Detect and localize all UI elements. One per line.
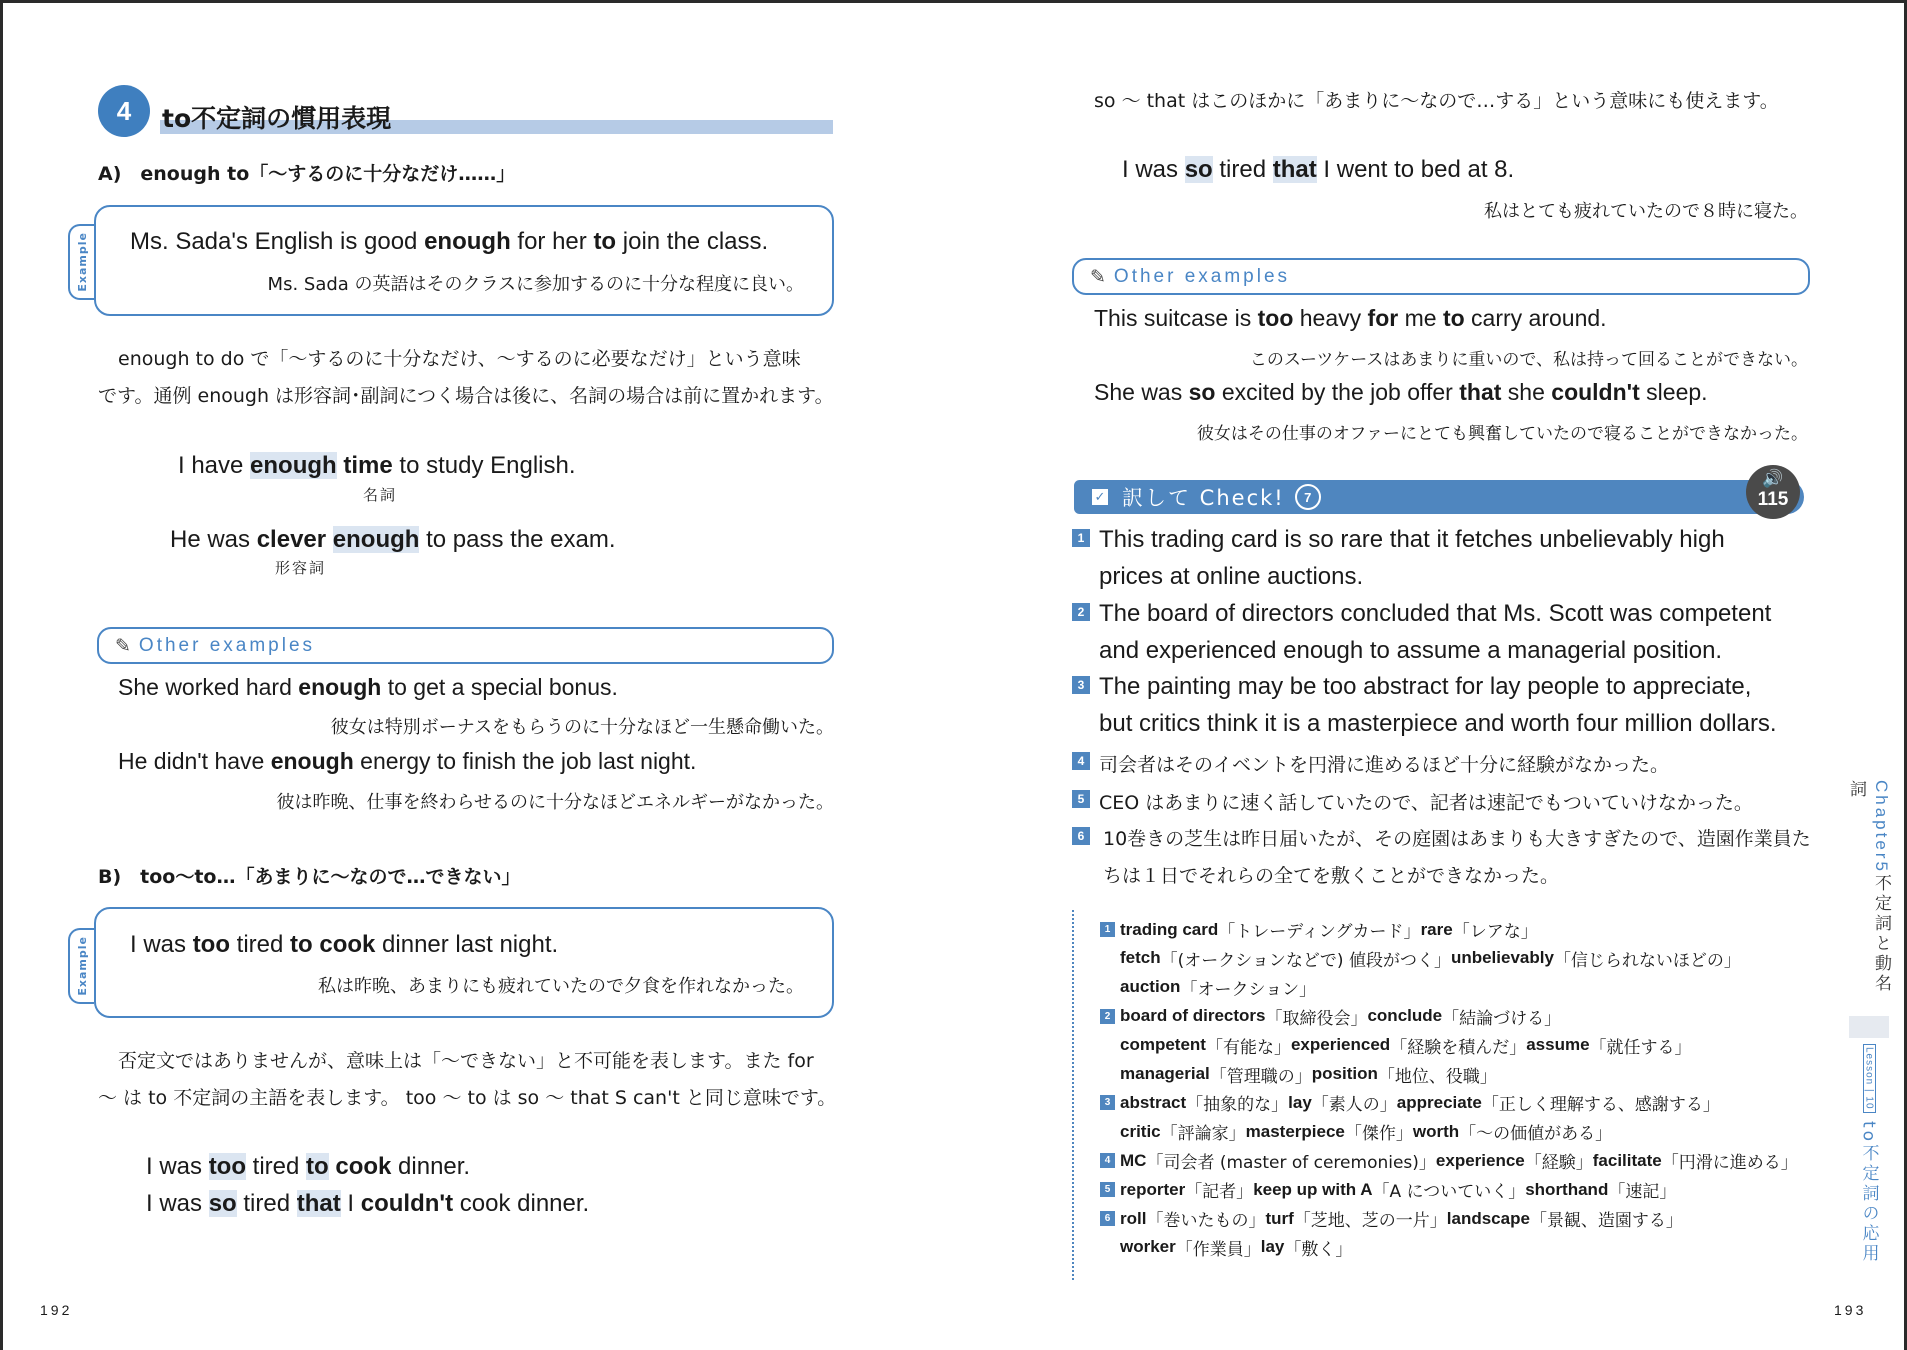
vocab-definition: 「経験」 xyxy=(1524,1153,1593,1174)
speaker-icon: 🔊 xyxy=(1762,469,1784,488)
vocab-group-number: 6 xyxy=(1100,1211,1115,1226)
vocab-term: reporter xyxy=(1120,1179,1186,1199)
vocab-group-number: 5 xyxy=(1100,1182,1115,1197)
vocab-definition: 「円滑に進める」 xyxy=(1661,1153,1798,1174)
check-item-1-line1: This trading card is so rare that it fetches unbelievably high xyxy=(1099,526,1725,553)
vocab-term: appreciate xyxy=(1396,1092,1482,1112)
vocab-line xyxy=(1100,1090,1720,1115)
vocab-definition: 「A についていく」 xyxy=(1372,1182,1526,1203)
check-number: 7 xyxy=(1295,484,1321,510)
vocab-definition: 「管理職の」 xyxy=(1209,1066,1312,1087)
check-item-3-line2: but critics think it is a masterpiece and worth four million dollars. xyxy=(1099,710,1777,737)
vocab-line xyxy=(1100,946,1741,971)
vocab-group-number: 2 xyxy=(1100,1009,1115,1024)
vocab-term: masterpiece xyxy=(1245,1121,1345,1141)
check-item-1-line2: prices at online auctions. xyxy=(1099,563,1364,590)
part-a-explanation-line1: enough to do で「〜するのに十分なだけ、〜するのに必要なだけ」という意味 xyxy=(118,348,801,370)
other-examples-header-a xyxy=(97,627,834,664)
vocab-definition: 「評論家」 xyxy=(1160,1124,1246,1145)
audio-track-button[interactable] xyxy=(1746,465,1800,519)
vocab-definition: 「結論づける」 xyxy=(1442,1008,1562,1029)
vocab-term: abstract xyxy=(1120,1092,1187,1112)
other-example-r1-japanese: このスーツケースはあまりに重いので、私は持って回ることができない。 xyxy=(1249,350,1808,370)
vocab-definition: 「地位、役職」 xyxy=(1377,1066,1497,1087)
other-example-a2-japanese: 彼は昨晩、仕事を終わらせるのに十分なほどエネルギーがなかった。 xyxy=(276,792,834,813)
check-item-3-line1: The painting may be too abstract for lay people to appreciate, xyxy=(1099,673,1752,700)
vocab-term: keep up with A xyxy=(1253,1179,1373,1199)
check-item-number: 3 xyxy=(1072,676,1090,694)
vocab-term: worker xyxy=(1120,1237,1176,1257)
checkbox-icon: ✓ xyxy=(1092,489,1108,505)
vocab-line xyxy=(1100,1119,1612,1144)
check-item-number: 1 xyxy=(1072,529,1090,547)
page-top-border xyxy=(0,0,1907,3)
vocab-group-number: 3 xyxy=(1100,1095,1115,1110)
side-lesson-box: Lesson | 10 xyxy=(1863,1044,1876,1113)
vocab-definition: 「作業員」 xyxy=(1175,1239,1261,1260)
chapter-side-tab xyxy=(1846,780,1891,1265)
vocab-divider-line xyxy=(1072,910,1074,1280)
side-chapter-label xyxy=(1844,780,1894,1010)
page-left-border xyxy=(0,0,3,1350)
vocab-definition: 「〜の価値がある」 xyxy=(1459,1124,1613,1145)
vocab-definition: 「景観、造園する」 xyxy=(1529,1211,1683,1231)
side-chapter-en: Chapter5 xyxy=(1872,780,1891,874)
side-lesson-label xyxy=(1857,1044,1882,1264)
vocab-term: assume xyxy=(1526,1035,1590,1055)
vocab-definition: 「素人の」 xyxy=(1311,1095,1397,1116)
vocab-definition: 「記者」 xyxy=(1185,1182,1254,1203)
side-chapter-ja: 不定詞と動名詞 xyxy=(1846,780,1891,994)
side-lesson-word: Lesson xyxy=(1863,1047,1875,1086)
check-item-2-line2: and experienced enough to assume a managerial position. xyxy=(1099,637,1723,664)
example-tab-a: Example xyxy=(68,224,94,300)
vocab-definition: 「トレーディングカード」 xyxy=(1218,922,1421,942)
vocab-line xyxy=(1100,1177,1676,1202)
check-title: 訳して Check! xyxy=(1122,486,1285,510)
vocab-definition: 「敷く」 xyxy=(1284,1239,1353,1260)
right-intro: so 〜 that はこのほかに「あまりに〜なので…する」という意味にも使えます。 xyxy=(1094,90,1779,112)
part-a-sentence-2: He was clever enough to pass the exam. xyxy=(170,526,616,553)
vocab-definition: 「正しく理解する、感謝する」 xyxy=(1481,1095,1720,1116)
check-item-number: 2 xyxy=(1072,603,1090,621)
vocab-term: conclude xyxy=(1367,1006,1443,1026)
check-item-number: 6 xyxy=(1072,827,1090,845)
other-example-a1-japanese: 彼女は特別ボーナスをもらうのに十分なほど一生懸命働いた。 xyxy=(330,717,834,738)
example-box-a xyxy=(94,205,834,316)
vocab-line xyxy=(1100,1148,1798,1173)
vocab-term: position xyxy=(1311,1064,1378,1083)
vocab-definition: 「巻いたもの」 xyxy=(1146,1211,1266,1231)
example-tab-b: Example xyxy=(68,928,94,1004)
check-item-6-line2: ちは１日でそれらの全てを敷くことができなかった。 xyxy=(1103,865,1560,887)
vocab-line xyxy=(1100,1004,1561,1029)
vocab-term: trading card xyxy=(1120,919,1219,939)
vocab-definition: 「有能な」 xyxy=(1205,1037,1291,1058)
vocab-term: experienced xyxy=(1290,1035,1391,1055)
vocab-term: turf xyxy=(1265,1208,1294,1228)
vocab-definition: 「速記」 xyxy=(1608,1182,1677,1203)
vocab-term: critic xyxy=(1120,1121,1161,1141)
part-a-sentence-1-note: 名詞 xyxy=(363,486,398,504)
example-a-english: Ms. Sada's English is good enough for her to join the class. xyxy=(130,228,769,255)
vocab-definition: 「レアな」 xyxy=(1452,922,1538,942)
vocab-term: fetch xyxy=(1120,948,1161,968)
vocab-term: managerial xyxy=(1120,1064,1210,1083)
part-b-explanation-line2: 〜 は to 不定詞の主語を表します。 too 〜 to は so 〜 that S can't と同じ意味です。 xyxy=(98,1087,837,1109)
vocab-line xyxy=(1100,1235,1352,1260)
vocab-term: auction xyxy=(1120,977,1181,997)
pencil-icon: ✎ xyxy=(115,634,131,657)
vocab-definition: 「抽象的な」 xyxy=(1186,1095,1289,1116)
vocab-definition: 「経験を積んだ」 xyxy=(1390,1037,1527,1058)
vocab-definition: 「オークション」 xyxy=(1180,979,1317,1000)
example-box-b xyxy=(94,907,834,1018)
vocab-term: lay xyxy=(1288,1092,1312,1112)
example-a-japanese: Ms. Sada の英語はそのクラスに参加するのに十分な程度に良い。 xyxy=(267,274,804,295)
check-header-bar xyxy=(1074,480,1804,514)
side-lesson-title: to不定詞の応用 xyxy=(1858,1120,1879,1265)
check-item-6-line1: 10巻きの芝生は昨日届いたが、その庭園はあまりも大きすぎたので、造園作業員た xyxy=(1103,828,1811,850)
vocab-group-number: 4 xyxy=(1100,1153,1115,1168)
check-item-2-line1: The board of directors concluded that Ms. Scott was competent xyxy=(1099,600,1772,627)
vocab-term: lay xyxy=(1260,1237,1285,1257)
side-lesson-number: 10 xyxy=(1863,1096,1875,1110)
vocab-term: experience xyxy=(1435,1150,1525,1170)
vocab-term: shorthand xyxy=(1525,1179,1609,1199)
vocab-definition: 「信じられないほどの」 xyxy=(1553,950,1741,971)
page-number-right: 193 xyxy=(1834,1302,1867,1318)
vocab-line xyxy=(1100,975,1316,1000)
right-sentence-1: I was so tired that I went to bed at 8. xyxy=(1122,156,1515,183)
section-title: to不定詞の慣用表現 xyxy=(162,104,392,133)
check-item-4: 司会者はそのイベントを円滑に進めるほど十分に経験がなかった。 xyxy=(1099,754,1670,776)
check-item-5: CEO はあまりに速く話していたので、記者は速記でもついていけなかった。 xyxy=(1099,792,1753,814)
other-examples-header-right xyxy=(1072,258,1810,295)
other-example-a2: He didn't have enough energy to finish the job last night. xyxy=(118,748,697,774)
vocab-line xyxy=(1100,1206,1683,1231)
other-examples-label: Other examples xyxy=(138,634,316,656)
pencil-icon: ✎ xyxy=(1090,265,1106,288)
vocab-term: landscape xyxy=(1446,1208,1530,1228)
check-item-number: 5 xyxy=(1072,790,1090,808)
audio-track-number: 115 xyxy=(1757,489,1789,510)
vocab-term: competent xyxy=(1120,1035,1206,1055)
part-a-sentence-1: I have enough time to study English. xyxy=(178,452,576,479)
vocab-line xyxy=(1100,1062,1497,1087)
vocab-definition: 「傑作」 xyxy=(1344,1124,1413,1145)
part-b-sentence-1: I was too tired to cook dinner. xyxy=(146,1153,471,1180)
example-b-japanese: 私は昨晩、あまりにも疲れていたので夕食を作れなかった。 xyxy=(318,976,804,997)
part-b-heading: B) too〜to…「あまりに〜なので…できない」 xyxy=(98,866,521,888)
vocab-term: worth xyxy=(1412,1121,1460,1141)
vocab-term: facilitate xyxy=(1592,1150,1662,1170)
part-a-heading: A) enough to「〜するのに十分なだけ……」 xyxy=(98,163,516,185)
right-sentence-1-japanese: 私はとても疲れていたので８時に寝た。 xyxy=(1484,201,1808,222)
other-example-r1: This suitcase is too heavy for me to carry around. xyxy=(1094,305,1607,331)
other-example-r2: She was so excited by the job offer that she couldn't sleep. xyxy=(1094,379,1708,405)
vocab-definition: 「司会者 (master of ceremonies)」 xyxy=(1146,1153,1436,1174)
part-a-explanation-line2: です。通例 enough は形容詞･副詞につく場合は後に、名詞の場合は前に置かれます。 xyxy=(98,385,834,407)
check-item-number: 4 xyxy=(1072,752,1090,770)
part-b-explanation-line1: 否定文ではありませんが、意味上は「〜できない」と不可能を表します。また for xyxy=(118,1050,814,1072)
vocab-definition: 「就任する」 xyxy=(1589,1037,1692,1058)
other-example-r2-japanese: 彼女はその仕事のオファーにとても興奮していたので寝ることができなかった。 xyxy=(1196,424,1808,444)
example-b-english: I was too tired to cook dinner last night. xyxy=(130,931,559,958)
vocab-definition: 「(オークションなどで) 値段がつく」 xyxy=(1160,950,1451,971)
page-number-left: 192 xyxy=(40,1302,73,1318)
side-tab-marker xyxy=(1849,1016,1889,1038)
vocab-definition: 「取締役会」 xyxy=(1265,1008,1368,1029)
vocab-term: unbelievably xyxy=(1450,948,1554,968)
vocab-definition: 「芝地、芝の一片」 xyxy=(1293,1211,1447,1231)
part-a-sentence-2-note: 形容詞 xyxy=(275,559,327,577)
part-b-sentence-2: I was so tired that I couldn't cook dinner. xyxy=(146,1190,590,1217)
vocab-term: board of directors xyxy=(1120,1006,1266,1026)
vocab-line xyxy=(1100,917,1538,942)
vocab-group-number: 1 xyxy=(1100,922,1115,937)
section-number-badge: 4 xyxy=(98,85,150,137)
vocab-term: rare xyxy=(1420,919,1453,939)
vocab-line xyxy=(1100,1033,1692,1058)
vocab-term: MC xyxy=(1120,1150,1147,1170)
vocab-term: roll xyxy=(1120,1208,1147,1228)
other-example-a1: She worked hard enough to get a special bonus. xyxy=(118,674,618,700)
other-examples-label: Other examples xyxy=(1113,265,1291,287)
